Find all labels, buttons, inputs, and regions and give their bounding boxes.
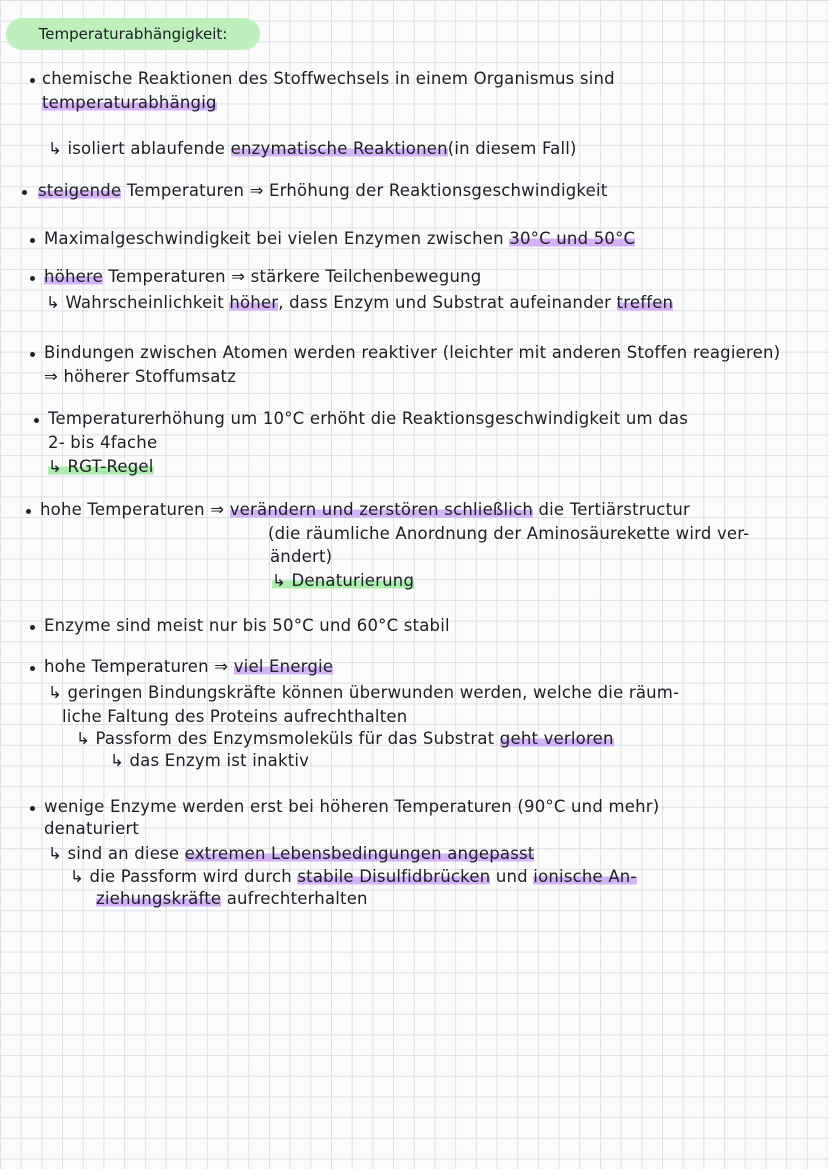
note-line <box>48 456 154 478</box>
highlight-purple: viel Energie <box>233 657 334 676</box>
highlight-purple: enzymatische Reaktionen <box>230 139 448 158</box>
bullet <box>30 238 35 243</box>
note-line: steigende Temperaturen ⇒ Erhöhung der Reaktionsgeschwindigkeit <box>38 181 608 200</box>
note-line: hohe Temperaturen ⇒ verändern und zerstören schließlich die Tertiärstructur <box>40 500 690 519</box>
bullet <box>30 78 35 83</box>
note-line: ↳ isoliert ablaufende enzymatische Reaktionen(in diesem Fall) <box>48 139 577 158</box>
note-line: wenige Enzyme werden erst bei höheren Temperaturen (90°C und mehr) <box>44 797 660 816</box>
note-line: Enzyme sind meist nur bis 50°C und 60°C stabil <box>44 616 450 635</box>
bullet <box>30 625 35 630</box>
note-line: ändert) <box>270 547 333 566</box>
note-line: 2- bis 4fache <box>48 433 158 452</box>
highlight-purple: treffen <box>616 293 674 312</box>
note-line: ↳ Passform des Enzymsmoleküls für das Substrat geht verloren <box>76 729 614 748</box>
highlight-purple: extremen Lebensbedingungen angepasst <box>184 844 535 863</box>
note-line: ↳ sind an diese extremen Lebensbedingungen angepasst <box>48 844 535 863</box>
highlight-purple: geht verloren <box>499 729 614 748</box>
note-line: denaturiert <box>44 819 140 838</box>
highlight-green: ↳ Denaturierung <box>272 571 415 590</box>
note-line: ziehungskräfte aufrechterhalten <box>96 889 368 908</box>
note-line: Bindungen zwischen Atomen werden reaktiver (leichter mit anderen Stoffen reagieren) <box>44 343 781 362</box>
highlight-purple: 30°C und 50°C <box>509 229 636 248</box>
note-line: ⇒ höherer Stoffumsatz <box>44 367 237 386</box>
note-line <box>272 570 414 592</box>
note-line: Maximalgeschwindigkeit bei vielen Enzymen zwischen 30°C und 50°C <box>44 229 636 248</box>
page-title: Temperaturabhängigkeit: <box>6 18 260 50</box>
highlight-purple: höher <box>229 293 279 312</box>
note-line: ↳ Wahrscheinlichkeit höher, dass Enzym und Substrat aufeinander treffen <box>46 293 674 312</box>
highlight-purple: ziehungskräfte <box>96 889 222 908</box>
bullet <box>22 190 27 195</box>
note-line: höhere Temperaturen ⇒ stärkere Teilchenbewegung <box>44 267 482 286</box>
highlight-purple: steigende <box>38 181 122 200</box>
bullet <box>30 666 35 671</box>
note-line: Temperaturerhöhung um 10°C erhöht die Reaktionsgeschwindigkeit um das <box>48 409 689 428</box>
highlight-purple: höhere <box>44 267 103 286</box>
bullet <box>34 418 39 423</box>
highlight-purple: verändern und zerstören schließlich <box>229 500 534 519</box>
note-line: ↳ die Passform wird durch stabile Disulfidbrücken und ionische An- <box>70 867 637 886</box>
bullet <box>30 276 35 281</box>
note-line: hohe Temperaturen ⇒ viel Energie <box>44 657 334 676</box>
note-line <box>42 92 217 114</box>
bullet <box>26 509 31 514</box>
highlight-purple: ionische An- <box>533 867 637 886</box>
note-line: liche Faltung des Proteins aufrechthalten <box>62 707 408 726</box>
bullet <box>30 352 35 357</box>
highlight-purple: temperaturabhängig <box>42 93 217 112</box>
highlight-purple: stabile Disulfidbrücken <box>297 867 491 886</box>
highlight-green: ↳ RGT-Regel <box>48 457 154 476</box>
bullet <box>30 806 35 811</box>
note-line: ↳ geringen Bindungskräfte können überwunden werden, welche die räum- <box>48 683 680 702</box>
note-line: ↳ das Enzym ist inaktiv <box>110 751 310 770</box>
note-line: chemische Reaktionen des Stoffwechsels in einem Organismus sind <box>42 69 615 88</box>
note-line: (die räumliche Anordnung der Aminosäurekette wird ver- <box>268 524 750 543</box>
